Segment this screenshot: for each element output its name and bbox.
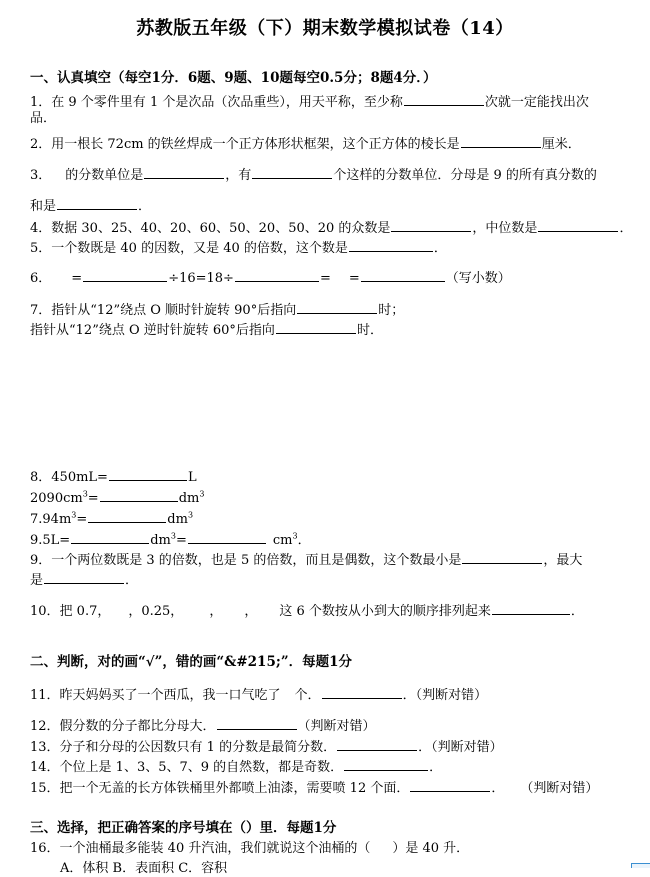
q8-text: ． <box>297 533 311 548</box>
q4-text: ，中位数是 <box>472 221 538 236</box>
answer-blank[interactable] <box>297 300 377 314</box>
q7-text: 7．指针从“12”绕点 O 顺时针旋转 90°后指向 <box>30 303 297 318</box>
q15-text: 15．把一个无盖的长方体铁桶里外都喷上油漆，需要喷 12 个面． <box>30 781 410 796</box>
q8-text: = <box>175 533 187 548</box>
q8-unit: dm <box>178 491 200 506</box>
question-15 <box>30 778 598 797</box>
superscript: 3 <box>187 510 194 520</box>
answer-blank[interactable] <box>410 778 490 792</box>
question-10 <box>30 601 584 620</box>
q7-text: 指针从“12”绕点 O 逆时针旋转 60°后指向 <box>30 323 275 338</box>
superscript: 3 <box>292 531 298 541</box>
question-12 <box>30 716 376 735</box>
q13-text: ．（判断对错） <box>418 740 503 755</box>
answer-blank[interactable] <box>322 685 402 699</box>
q9-text: ，最大 <box>543 553 583 568</box>
q2-unit: 厘米． <box>541 137 581 152</box>
answer-blank[interactable] <box>188 530 266 544</box>
superscript: 3 <box>71 510 77 520</box>
q3-text: ． <box>138 199 152 214</box>
question-3-cont <box>30 196 151 215</box>
q5-text: ． <box>433 241 447 256</box>
answer-blank[interactable] <box>276 320 356 334</box>
question-6 <box>30 268 511 287</box>
q9-text: ． <box>125 573 139 588</box>
q1-text-end: 次就一定能找出次 <box>484 95 589 110</box>
q3-text: ，有 <box>225 168 252 183</box>
q11-text: 个． <box>294 688 321 703</box>
question-7-cont <box>30 320 383 339</box>
q16-text: ）是 40 升． <box>392 841 470 856</box>
q8-unit: dm <box>150 533 171 548</box>
q12-text: 12．假分数的分子都比分母大． <box>30 719 216 734</box>
answer-blank[interactable] <box>57 196 137 210</box>
answer-blank[interactable] <box>235 268 319 282</box>
q7-text: 时． <box>356 323 383 338</box>
q10-text: 10．把 0.7， <box>30 604 111 619</box>
question-9 <box>30 550 582 569</box>
q6-text: = <box>348 271 360 286</box>
answer-blank[interactable] <box>100 488 178 502</box>
question-16 <box>30 841 469 857</box>
q13-text: 13．分子和分母的公因数只有 1 的分数是最简分数． <box>30 740 337 755</box>
q10-text: ，0.25， <box>128 604 184 619</box>
answer-blank[interactable] <box>391 218 471 232</box>
q10-text: ， <box>244 604 258 619</box>
section-1-heading: 一、认真填空（每空1分．6题、9题、10题每空0.5分；8题4分．） <box>30 70 437 86</box>
question-13 <box>30 737 503 756</box>
q3-text: 个这样的分数单位．分母是 9 的所有真分数的 <box>333 168 597 183</box>
answer-blank[interactable] <box>361 268 445 282</box>
question-7 <box>30 300 404 319</box>
answer-blank[interactable] <box>217 716 297 730</box>
question-9-cont <box>30 570 138 589</box>
answer-blank[interactable] <box>71 530 149 544</box>
exam-title: 苏教版五年级（下）期末数学模拟试卷（14） <box>136 18 514 39</box>
q10-text: ． <box>570 604 584 619</box>
superscript: 3 <box>199 489 205 499</box>
answer-blank[interactable] <box>462 550 542 564</box>
q8-text: 8．450mL= <box>30 470 108 485</box>
q3-text: 和是 <box>30 199 57 214</box>
q10-text: 这 6 个数按从小到大的顺序排列起来 <box>279 604 491 619</box>
answer-blank[interactable] <box>492 601 570 615</box>
q8-unit: cm <box>272 533 293 548</box>
q7-text: 时； <box>378 303 405 318</box>
question-8 <box>30 467 197 486</box>
q6-text: = <box>319 271 331 286</box>
q9-text: 9．一个两位数既是 3 的倍数，也是 5 的倍数，而且是偶数，这个数最小是 <box>30 553 462 568</box>
q11-text: 11．昨天妈妈买了一个西瓜，我一口气吃了 <box>30 688 281 703</box>
answer-blank[interactable] <box>83 268 167 282</box>
superscript: 3 <box>170 531 176 541</box>
question-4 <box>30 218 632 237</box>
answer-blank[interactable] <box>252 165 332 179</box>
q12-text: （判断对错） <box>297 719 376 734</box>
q14-text: 14．个位上是 1、3、5、7、9 的自然数，都是奇数． <box>30 760 344 775</box>
question-1 <box>30 92 589 111</box>
q8-text: 9.5L= <box>30 533 71 548</box>
q6-text: = <box>71 271 83 286</box>
answer-blank[interactable] <box>404 92 484 106</box>
q6-number: 6． <box>30 271 52 286</box>
section-2-heading: 二、判断，对的画“√”，错的画“&#215;”．每题1分 <box>30 654 352 670</box>
q8-text: 7.94m <box>30 512 72 527</box>
q4-text: ． <box>619 221 633 236</box>
answer-blank[interactable] <box>344 757 428 771</box>
answer-blank[interactable] <box>44 570 124 584</box>
q6-text: ÷16=18÷ <box>168 271 234 286</box>
q4-text: 4．数据 30、25、40、20、60、50、20、50、20 的众数是 <box>30 221 391 236</box>
question-11 <box>30 685 487 704</box>
q6-text: （写小数） <box>445 271 511 286</box>
answer-blank[interactable] <box>144 165 224 179</box>
question-2 <box>30 134 581 153</box>
answer-blank[interactable] <box>349 238 433 252</box>
q15-text: ． <box>491 781 505 796</box>
question-8-line4 <box>30 530 311 549</box>
question-8-line2 <box>30 488 204 507</box>
q14-text: ． <box>429 760 443 775</box>
q8-unit: L <box>187 470 197 485</box>
corner-widget[interactable] <box>631 863 650 868</box>
q2-text: 2．用一根长 72cm 的铁丝焊成一个正方体形状框架，这个正方体的棱长是 <box>30 137 460 152</box>
question-8-line3 <box>30 509 193 528</box>
q8-unit: dm <box>167 512 188 527</box>
answer-blank[interactable] <box>337 737 417 751</box>
q9-text: 是 <box>30 573 44 588</box>
q8-text: = <box>87 491 99 506</box>
q8-text: = <box>76 512 88 527</box>
section-3-heading: 三、选择，把正确答案的序号填在（）里．每题1分 <box>30 820 337 836</box>
question-14 <box>30 757 442 776</box>
q11-text: ．（判断对错） <box>402 688 488 703</box>
answer-blank[interactable] <box>88 509 166 523</box>
q16-text: 16．一个油桶最多能装 40 升汽油，我们就说这个油桶的（ <box>30 841 371 856</box>
answer-blank[interactable] <box>109 467 187 481</box>
superscript: 3 <box>82 489 88 499</box>
question-3 <box>30 165 597 184</box>
q15-text: （判断对错） <box>520 781 599 796</box>
question-1-cont: 品． <box>30 111 57 126</box>
answer-blank[interactable] <box>538 218 618 232</box>
question-5 <box>30 238 447 257</box>
answer-blank[interactable] <box>461 134 541 148</box>
question-16-options: A．体积 B．表面积 C．容积 <box>60 861 228 876</box>
q1-text: 1．在 9 个零件里有 1 个是次品（次品重些），用天平称，至少称 <box>30 95 403 110</box>
q10-text: ， <box>209 604 223 619</box>
q3-text: 的分数单位是 <box>65 168 144 183</box>
q3-number: 3． <box>30 168 52 183</box>
q5-text: 5．一个数既是 40 的因数，又是 40 的倍数，这个数是 <box>30 241 348 256</box>
q8-text: 2090cm <box>30 491 83 506</box>
